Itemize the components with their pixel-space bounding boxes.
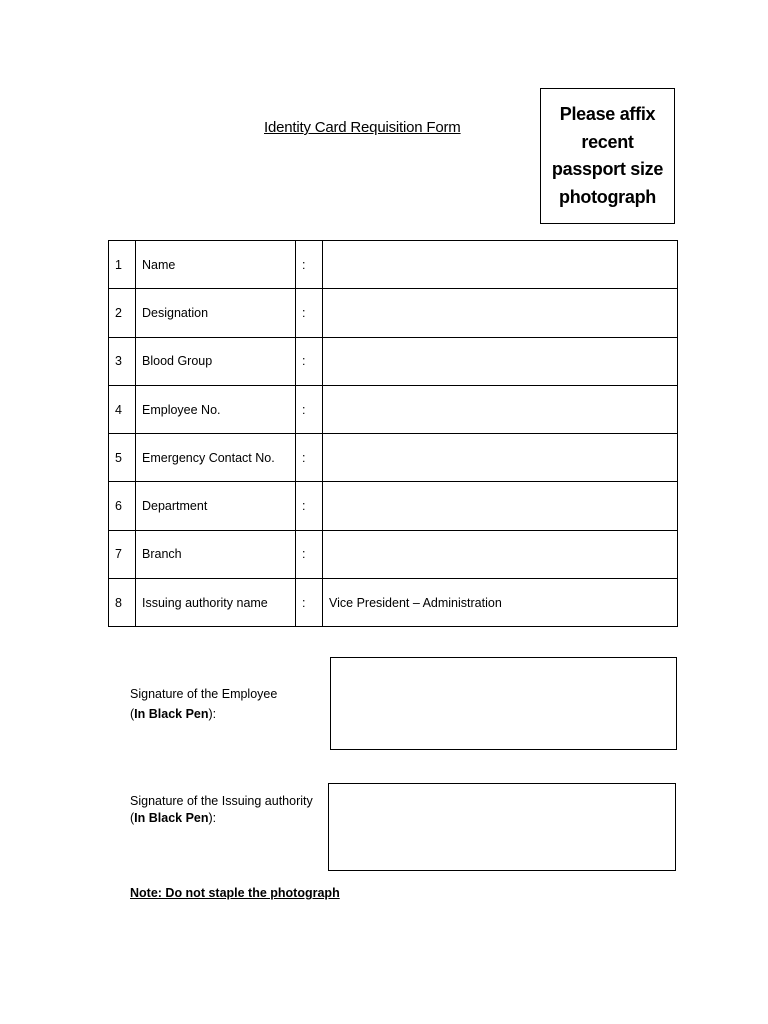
row-separator: : (296, 241, 323, 289)
row-number: 1 (109, 241, 136, 289)
row-number: 2 (109, 289, 136, 337)
row-separator: : (296, 482, 323, 530)
row-label: Branch (136, 530, 296, 578)
row-value-field[interactable] (323, 482, 678, 530)
table-row (109, 530, 678, 578)
employee-pen-instruction: (In Black Pen): (130, 707, 217, 721)
row-label: Issuing authority name (136, 579, 296, 627)
table-row (109, 337, 678, 385)
table-row (109, 434, 678, 482)
row-value-field[interactable] (323, 241, 678, 289)
row-separator: : (296, 289, 323, 337)
row-value-field[interactable]: Vice President – Administration (323, 579, 678, 627)
table-row (109, 579, 678, 627)
row-label: Emergency Contact No. (136, 434, 296, 482)
row-number: 4 (109, 385, 136, 433)
row-value-field[interactable] (323, 434, 678, 482)
details-table (108, 240, 678, 627)
row-label: Employee No. (136, 385, 296, 433)
row-number: 7 (109, 530, 136, 578)
row-value-field[interactable] (323, 337, 678, 385)
employee-signature-label (130, 684, 277, 724)
photo-instruction-text: Please affix recent passport size photograph (551, 104, 664, 207)
table-row (109, 482, 678, 530)
row-number: 5 (109, 434, 136, 482)
employee-signature-box[interactable] (330, 657, 677, 750)
row-value-field[interactable] (323, 289, 678, 337)
row-label: Name (136, 241, 296, 289)
row-number: 8 (109, 579, 136, 627)
row-separator: : (296, 385, 323, 433)
note-text: Note: Do not staple the photograph (130, 886, 340, 900)
photo-placeholder-box (540, 88, 675, 224)
row-separator: : (296, 530, 323, 578)
row-separator: : (296, 337, 323, 385)
row-separator: : (296, 579, 323, 627)
row-number: 6 (109, 482, 136, 530)
table-row (109, 241, 678, 289)
row-value-field[interactable] (323, 385, 678, 433)
form-title: Identity Card Requisition Form (264, 119, 461, 136)
row-label: Department (136, 482, 296, 530)
authority-pen-instruction: (In Black Pen): (130, 811, 217, 825)
table-row (109, 289, 678, 337)
employee-signature-caption: Signature of the Employee (130, 687, 278, 701)
row-separator: : (296, 434, 323, 482)
row-value-field[interactable] (323, 530, 678, 578)
row-number: 3 (109, 337, 136, 385)
row-label: Blood Group (136, 337, 296, 385)
table-row (109, 385, 678, 433)
authority-signature-label (130, 793, 313, 827)
authority-signature-box[interactable] (328, 783, 676, 871)
row-label: Designation (136, 289, 296, 337)
authority-signature-caption: Signature of the Issuing authority (130, 794, 313, 808)
